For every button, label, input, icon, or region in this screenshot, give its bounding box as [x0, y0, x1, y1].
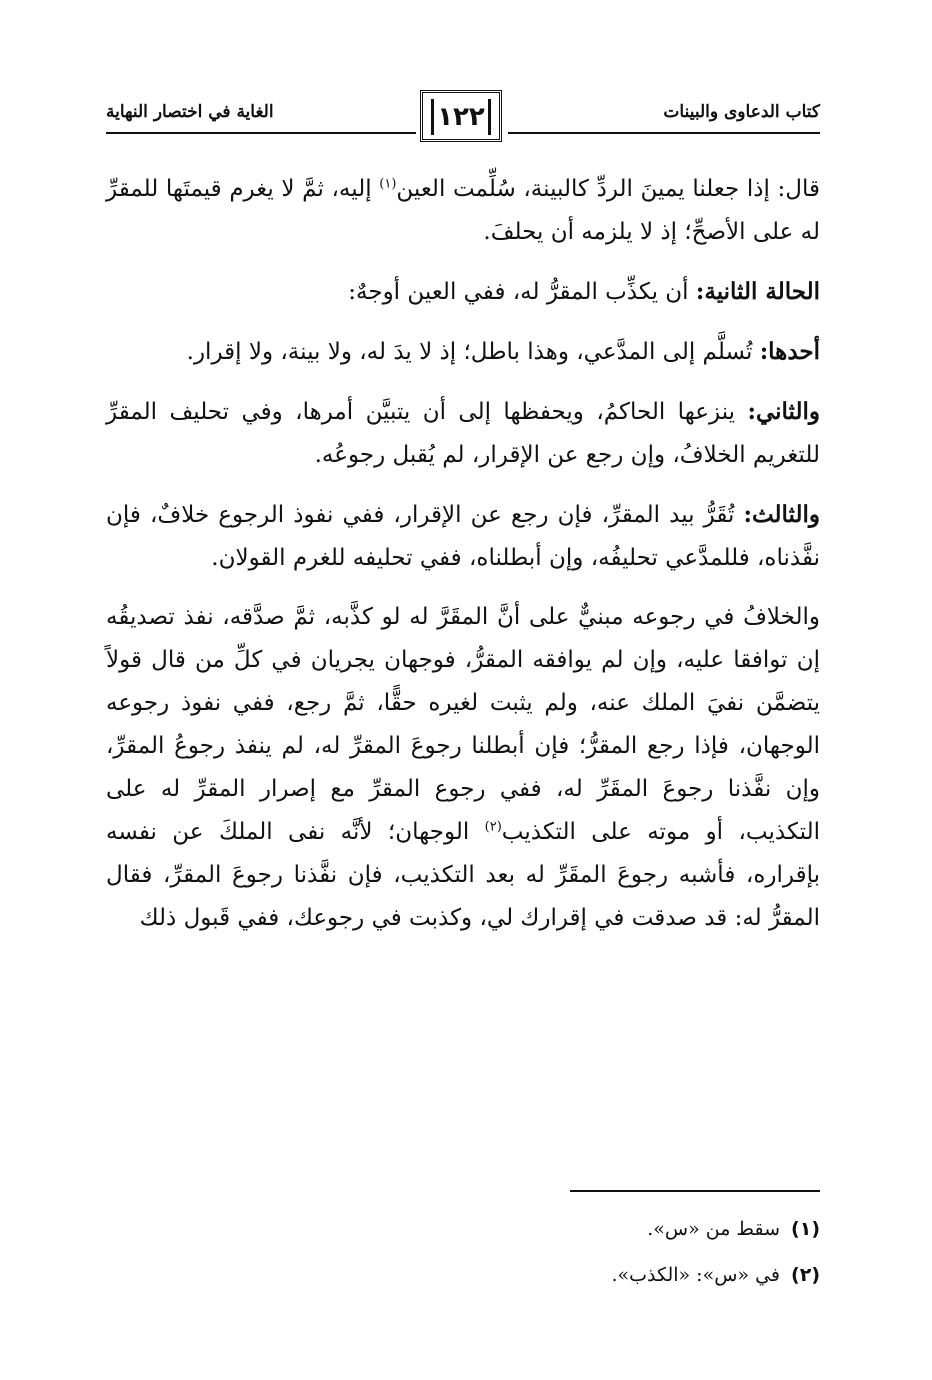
paragraph-3-lead: أحدها:	[759, 338, 820, 365]
footnote-2-number: (٢)	[791, 1264, 820, 1286]
page-number-frame	[420, 90, 502, 142]
paragraph-6	[106, 596, 820, 940]
paragraph-4-lead: والثاني:	[747, 398, 820, 425]
footnote-1-text: سقط من «س».	[647, 1218, 780, 1240]
footnote-2-text: في «س»: «الكذب».	[611, 1264, 780, 1286]
paragraph-2-text: أن يكذِّب المقرُّ له، ففي العين أوجهٌ:	[348, 279, 696, 305]
header-rule-left	[106, 132, 416, 134]
paragraph-1	[106, 168, 820, 254]
footnote-separator	[570, 1190, 820, 1192]
footnotes	[611, 1206, 820, 1298]
paragraph-6-text-b: الوجهان؛ لأنَّه نفى الملكَ عن نفسه بإقراره، فأشبه رجوعَ المقَرِّ له بعد التكذيب، فإن نفَّذنا رجوعَ المقرِّ، فقال المقرُّ له: قد صدقت في إقرارك لي، وكذبت في رجوعك، ففي قَبول ذلك	[106, 819, 820, 931]
header-rule-right	[508, 132, 820, 134]
footnote-ref-1: (١)	[379, 176, 397, 192]
paragraph-5-text: تُقَرُّ بيد المقرِّ، فإن رجع عن الإقرار، ففي نفوذ الرجوع خلافٌ، فإن نفَّذناه، فللمدَّعي تحليفُه، وإن أبطلناه، ففي تحليفه للغرم القولان.	[106, 502, 820, 571]
paragraph-2	[106, 270, 820, 314]
footnote-2	[611, 1252, 820, 1298]
running-header	[106, 88, 820, 148]
paragraph-4-text: ينزعها الحاكمُ، ويحفظها إلى أن يتبيَّن أمرها، وفي تحليف المقرِّ للتغريم الخلافُ، وإن رجع عن الإقرار، لم يُقبل رجوعُه.	[106, 399, 820, 468]
paragraph-3-text: تُسلَّم إلى المدَّعي، وهذا باطل؛ إذ لا يدَ له، ولا بينة، ولا إقرار.	[186, 339, 760, 365]
paragraph-1-text-b: إليه، ثمَّ لا يغرم قيمتَها للمقرِّ له على الأصحِّ؛ إذ لا يلزمه أن يحلفَ.	[106, 176, 820, 245]
paragraph-5	[106, 493, 820, 580]
paragraph-1-text-a: قال: إذا جعلنا يمينَ الردِّ كالبينة، سُلِّمت العين	[396, 176, 820, 202]
footnote-1	[611, 1206, 820, 1252]
footnote-1-number: (١)	[791, 1218, 820, 1240]
paragraph-5-lead: والثالث:	[743, 501, 820, 528]
paragraph-3	[106, 330, 820, 374]
header-work-title: الغاية في اختصار النهاية	[106, 102, 274, 122]
paragraph-2-lead: الحالة الثانية:	[695, 278, 820, 305]
header-book-title: كتاب الدعاوى والبينات	[663, 102, 820, 122]
footnote-ref-2: (٢)	[484, 819, 502, 835]
page-number: ١٢٢	[437, 102, 485, 132]
paragraph-6-text-a: والخلافُ في رجوعه مبنيٌّ على أنَّ المقَرَّ له لو كذَّبه، ثمَّ صدَّقه، نفذ تصديقُه إن توافقا عليه، وإن لم يوافقه المقرُّ، فوجهان يجريان في كلِّ من قال قولاً يتضمَّن نفيَ الملك عنه، ولم يثبت لغيره حقًّا، ثمَّ رجع، ففي نفوذ رجوعه الوجهان، فإذا رجع المقرُّ؛ فإن أبطلنا رجوعَ المقرِّ له، لم ينفذ رجوعُ المقرِّ، وإن نفَّذنا رجوعَ المقَرِّ له، ففي رجوع المقرِّ مع إصرار المقرِّ له على التكذيب، أو موته على التكذيب	[106, 604, 821, 845]
main-text	[106, 168, 820, 956]
paragraph-4	[106, 390, 820, 477]
